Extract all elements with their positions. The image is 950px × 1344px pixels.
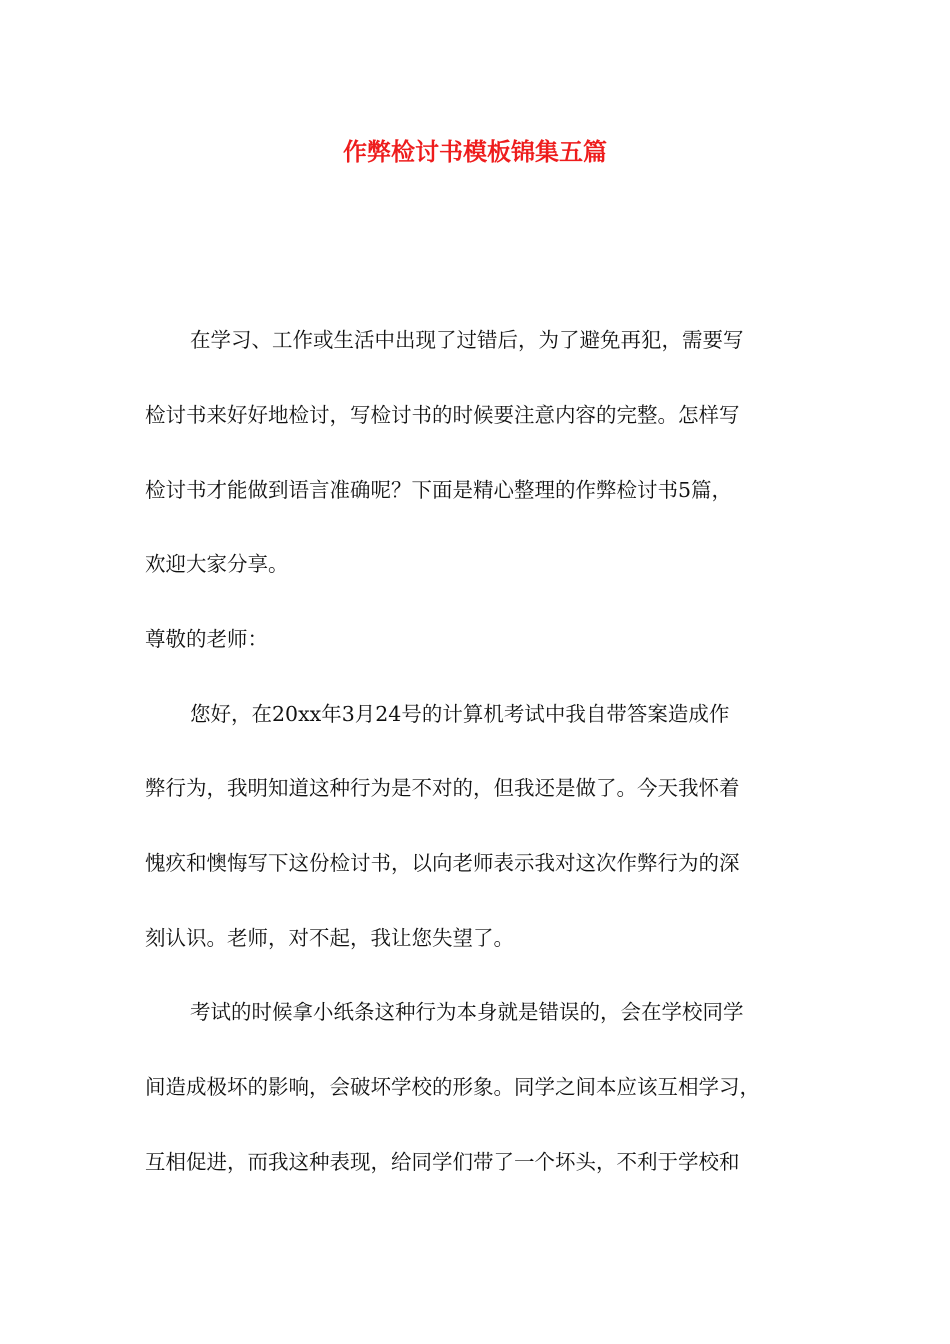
paragraph-line: 检讨书来好好地检讨，写检讨书的时候要注意内容的完整。怎样写: [145, 403, 740, 427]
paragraph-line: 考试的时候拿小纸条这种行为本身就是错误的，会在学校同学: [190, 1000, 744, 1024]
paragraph-line: 弊行为，我明知道这种行为是不对的，但我还是做了。今天我怀着: [145, 776, 740, 800]
paragraph-line: 检讨书才能做到语言准确呢？下面是精心整理的作弊检讨书5篇，: [145, 478, 733, 502]
paragraph-line: 在学习、工作或生活中出现了过错后，为了避免再犯，需要写: [190, 328, 744, 352]
salutation-line: 尊敬的老师：: [145, 627, 268, 651]
paragraph-line: 您好，在20xx年3月24号的计算机考试中我自带答案造成作: [190, 702, 730, 726]
document-title: 作弊检讨书模板锦集五篇: [343, 138, 607, 166]
paragraph-line: 愧疚和懊悔写下这份检讨书，以向老师表示我对这次作弊行为的深: [145, 851, 740, 875]
paragraph-line: 刻认识。老师，对不起，我让您失望了。: [145, 926, 514, 950]
paragraph-line: 欢迎大家分享。: [145, 552, 289, 576]
paragraph-line: 间造成极坏的影响，会破坏学校的形象。同学之间本应该互相学习，: [145, 1075, 760, 1099]
paragraph-line: 互相促进，而我这种表现，给同学们带了一个坏头，不利于学校和: [145, 1150, 740, 1174]
